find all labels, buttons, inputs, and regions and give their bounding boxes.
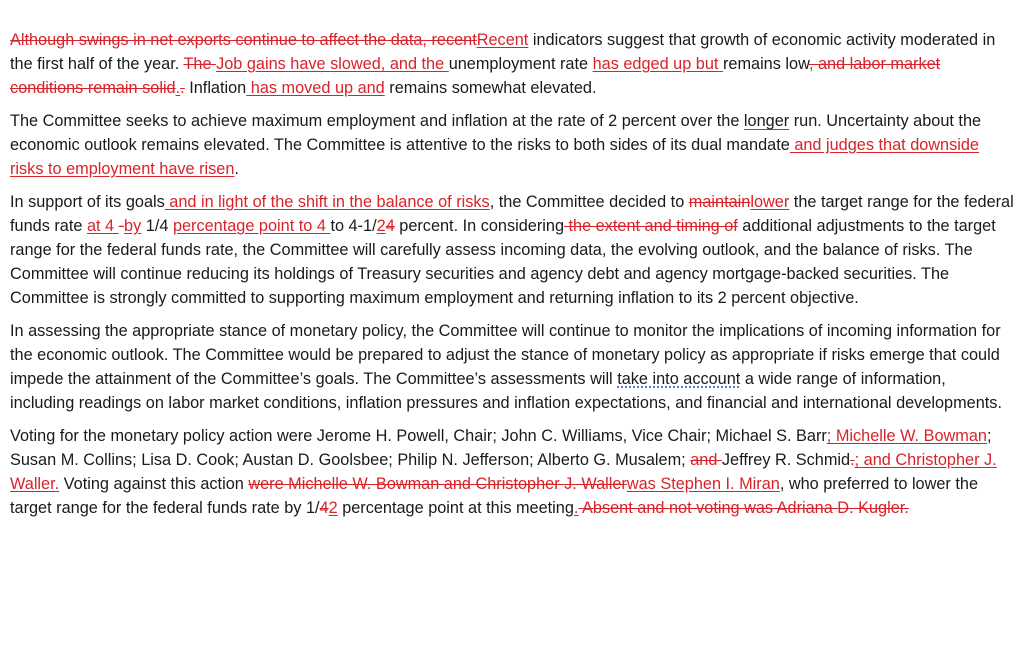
inserted-text: by (124, 217, 142, 235)
text-run: additional adjustments to the target range for the federal funds rate, the Committee will carefully assess incoming data, the evolving outlook, and the balance of risks. The Committee will continue reducing its holdings of Treasury securities and agency debt and agency mortgage-backed securities. The Committee is strongly committed to supporting maximum employment and returning inflation to its 2 percent objective. (10, 217, 996, 307)
text-run: to 4-1/ (330, 217, 377, 235)
inserted-text: 2 (376, 217, 386, 235)
text-run: The Committee seeks to achieve maximum employment and inflation at the rate of 2 percent over the (10, 112, 744, 130)
text-run: Voting against this action (59, 475, 249, 493)
text-run: ; Susan M. Collins; Lisa D. Cook; Austan D. Goolsbee; Philip N. Jefferson; Alberto G. Musalem; (10, 427, 992, 469)
text-run: percentage point at this meeting (337, 499, 574, 517)
text-run: , who preferred to lower the target range for the federal funds rate by 1/ (10, 475, 979, 517)
deleted-text: , and labor market conditions remain solid (10, 55, 941, 97)
inserted-text: 2 (328, 499, 338, 517)
deleted-text: were Michelle W. Bowman and Christopher J. Waller (248, 475, 627, 493)
inserted-text: was Stephen I. Miran (626, 475, 780, 493)
text-run: Voting for the monetary policy action were Jerome H. Powell, Chair; John C. Williams, Vice Chair; Michael S. Barr (10, 427, 827, 445)
paragraph-4[interactable] (10, 319, 1014, 415)
inserted-text: has edged up but (592, 55, 723, 73)
deleted-text: maintain (688, 193, 751, 211)
deleted-text: . (850, 451, 855, 469)
text-run: remains low (722, 55, 809, 73)
inserted-text: and in light of the shift in the balance of risks (164, 193, 490, 211)
inserted-text: percentage point to 4 (172, 217, 331, 235)
deleted-text: - (118, 217, 125, 235)
deleted-text: and (690, 451, 722, 469)
grammar-flagged-text: take into account (617, 370, 741, 388)
deleted-text: 4 (385, 217, 395, 235)
text-run: percent. In considering (394, 217, 564, 235)
text-run: unemployment rate (448, 55, 593, 73)
text-run: indicators suggest that growth of economic activity moderated in the first half of the year. (10, 31, 996, 73)
inserted-text: at 4 (86, 217, 119, 235)
paragraph-2[interactable] (10, 109, 1014, 181)
paragraph-1[interactable] (10, 28, 1014, 100)
deleted-text: Absent and not voting was Adriana D. Kugler. (578, 499, 909, 517)
inserted-text: Job gains have slowed, and the (216, 55, 449, 73)
inserted-text: has moved up and (246, 79, 385, 97)
inserted-text: ; and Christopher J. Waller. (10, 451, 997, 493)
inserted-text: ; Michelle W. Bowman (826, 427, 987, 445)
deleted-text: Although swings in net exports continue to affect the data, recent (10, 31, 477, 49)
text-run: 1/4 (141, 217, 173, 235)
inserted-text: Recent (476, 31, 529, 49)
inserted-text: . (573, 499, 579, 517)
inserted-text: and judges that downside risks to employment have risen (10, 136, 979, 178)
text-run: Inflation (184, 79, 247, 97)
deleted-text: The (183, 55, 217, 73)
text-run: , the Committee decided to (489, 193, 689, 211)
text-run: the target range for the federal funds rate (10, 193, 1014, 235)
text-run: Jeffrey R. Schmid (721, 451, 851, 469)
inserted-text: lower (750, 193, 790, 211)
deleted-text: the extent and timing of (564, 217, 738, 235)
text-run: In assessing the appropriate stance of monetary policy, the Committee will continue to monitor the implications of incoming information for the economic outlook. The Committee would be prepared to adjust the stance of monetary policy as appropriate if risks emerge that could impede the attainment of the Committee’s goals. The Committee’s assessments will (10, 322, 1001, 388)
tracked-changes-document[interactable] (10, 28, 1014, 529)
inserted-text: . (175, 79, 181, 97)
paragraph-5[interactable] (10, 424, 1014, 520)
text-run: In support of its goals (10, 193, 165, 211)
text-run: run. Uncertainty about the economic outlook remains elevated. The Committee is attentive to the risks to both sides of its dual mandate (10, 112, 982, 154)
text-run: a wide range of information, including readings on labor market conditions, inflation pressures and inflation expectations, and financial and international developments. (10, 370, 1002, 412)
paragraph-3[interactable] (10, 190, 1014, 310)
deleted-text: . (180, 79, 185, 97)
spelling-flagged-text: longer (743, 112, 790, 130)
text-run: . (234, 160, 239, 178)
deleted-text: 4 (319, 499, 329, 517)
text-run: remains somewhat elevated. (384, 79, 597, 97)
